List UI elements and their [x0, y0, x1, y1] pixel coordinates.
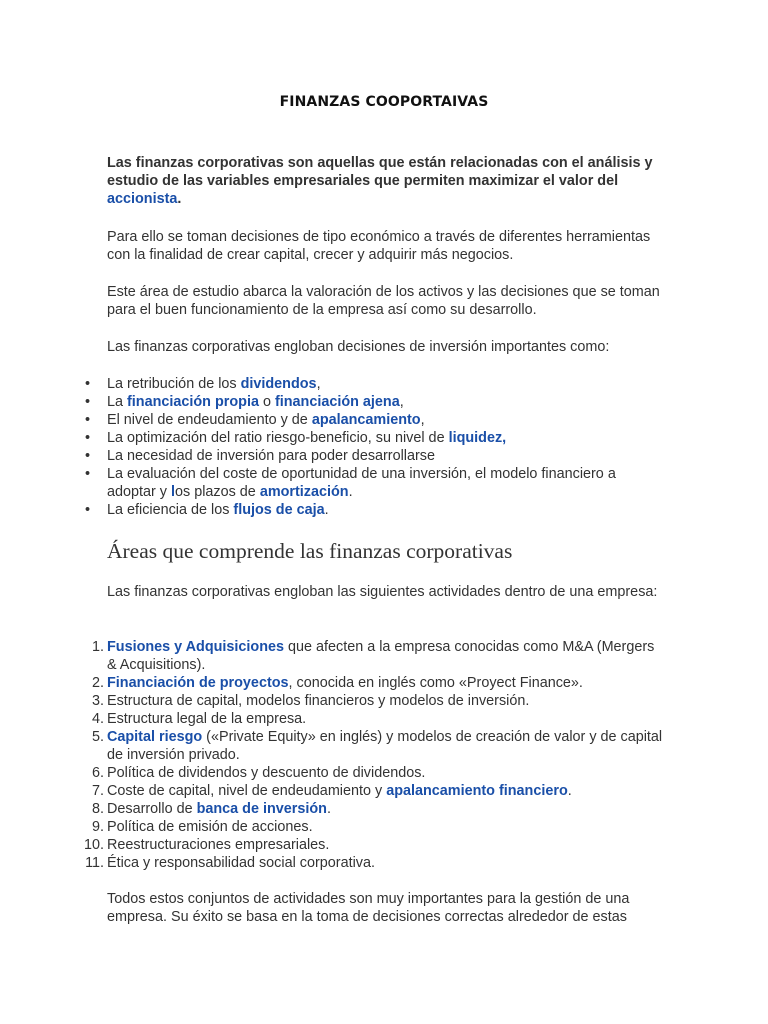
lead-paragraph: [107, 154, 667, 208]
list-item: • La financiación propia o financiación ajena,: [85, 394, 404, 410]
link-banca-inversion[interactable]: banca de inversión: [196, 801, 327, 817]
document-title: FINANZAS COOPORTAIVAS: [279, 94, 489, 110]
link-financiacion-ajena[interactable]: financiación ajena: [274, 394, 400, 410]
list-item: • El nivel de endeudamiento y de apalancamiento,: [85, 412, 425, 428]
lead-text: Las finanzas corporativas son aquellas que están relacionadas con el análisis y estudio de las variables empresariales que permiten maximizar el valor del: [107, 155, 653, 189]
bullet-icon: •: [85, 466, 91, 482]
link-accionista[interactable]: accionista: [107, 191, 178, 207]
link-flujos-de-caja[interactable]: flujos de caja: [233, 502, 325, 518]
bullet-icon: •: [85, 448, 91, 464]
bullet-icon: •: [85, 502, 91, 518]
bullet-icon: •: [85, 376, 91, 392]
link-financiacion-propia[interactable]: financiación propia: [127, 394, 259, 410]
numbered-item: 5. Capital riesgo («Private Equity» en inglés) y modelos de creación de valor y de capital de inversión privado.: [91, 729, 663, 763]
numbered-item: 8. Desarrollo de banca de inversión.: [91, 801, 331, 817]
list-item: • La eficiencia de los flujos de caja.: [85, 502, 329, 518]
numbered-item: 4. Estructura legal de la empresa.: [91, 711, 307, 727]
link-capital-riesgo[interactable]: Capital riesgo: [107, 729, 203, 745]
numbered-item: 10. Reestructuraciones empresariales.: [83, 837, 330, 853]
link-l[interactable]: l: [171, 484, 175, 500]
link-financiacion-proyectos[interactable]: Financiación de proyectos: [107, 675, 289, 691]
numbered-item: 7. Coste de capital, nivel de endeudamiento y apalancamiento financiero.: [91, 783, 572, 799]
list-item: • La retribución de los dividendos,: [85, 376, 321, 392]
link-amortizacion[interactable]: amortización: [259, 484, 349, 500]
paragraph-2: Este área de estudio abarca la valoración de los activos y las decisiones que se toman para el buen funcionamiento de la empresa así como su desarrollo.: [107, 284, 660, 318]
numbered-item: 1. Fusiones y Adquisiciones que afecten a la empresa conocidas como M&A (Mergers & Acquisitions).: [91, 639, 655, 673]
link-apalancamiento-financiero[interactable]: apalancamiento financiero: [386, 783, 568, 799]
paragraph-5: Todos estos conjuntos de actividades son muy importantes para la gestión de una empresa. Su éxito se basa en la toma de decisiones correctas alrededor de estas: [107, 891, 630, 925]
numbered-item: 9. Política de emisión de acciones.: [91, 819, 313, 835]
list-item: • La necesidad de inversión para poder desarrollarse: [85, 448, 435, 464]
bullet-icon: •: [85, 412, 91, 428]
paragraph-1: Para ello se toman decisiones de tipo económico a través de diferentes herramientas con la finalidad de crear capital, crecer y adquirir más negocios.: [107, 229, 651, 263]
link-apalancamiento[interactable]: apalancamiento: [311, 412, 421, 428]
numbered-item: 2. Financiación de proyectos, conocida en inglés como «Proyect Finance».: [91, 675, 583, 691]
paragraph-4: Las finanzas corporativas engloban las siguientes actividades dentro de una empresa:: [107, 584, 658, 600]
list-item: • La evaluación del coste de oportunidad de una inversión, el modelo financiero a adoptar y los plazos de amortización.: [85, 466, 616, 500]
link-liquidez[interactable]: liquidez,: [448, 430, 507, 446]
bullet-icon: •: [85, 394, 91, 410]
bullet-icon: •: [85, 430, 91, 446]
lead-end: .: [177, 191, 182, 207]
numbered-item: 6. Política de dividendos y descuento de dividendos.: [91, 765, 426, 781]
link-fusiones[interactable]: Fusiones y Adquisiciones: [107, 639, 284, 655]
numbered-item: 11. Ética y responsabilidad social corporativa.: [85, 855, 375, 871]
list-item: • La optimización del ratio riesgo-beneficio, su nivel de liquidez,: [85, 430, 507, 446]
paragraph-3: Las finanzas corporativas engloban decisiones de inversión importantes como:: [107, 339, 610, 355]
link-dividendos[interactable]: dividendos: [240, 376, 317, 392]
section-heading: Áreas que comprende las finanzas corporativas: [107, 539, 513, 563]
numbered-item: 3. Estructura de capital, modelos financieros y modelos de inversión.: [91, 693, 530, 709]
